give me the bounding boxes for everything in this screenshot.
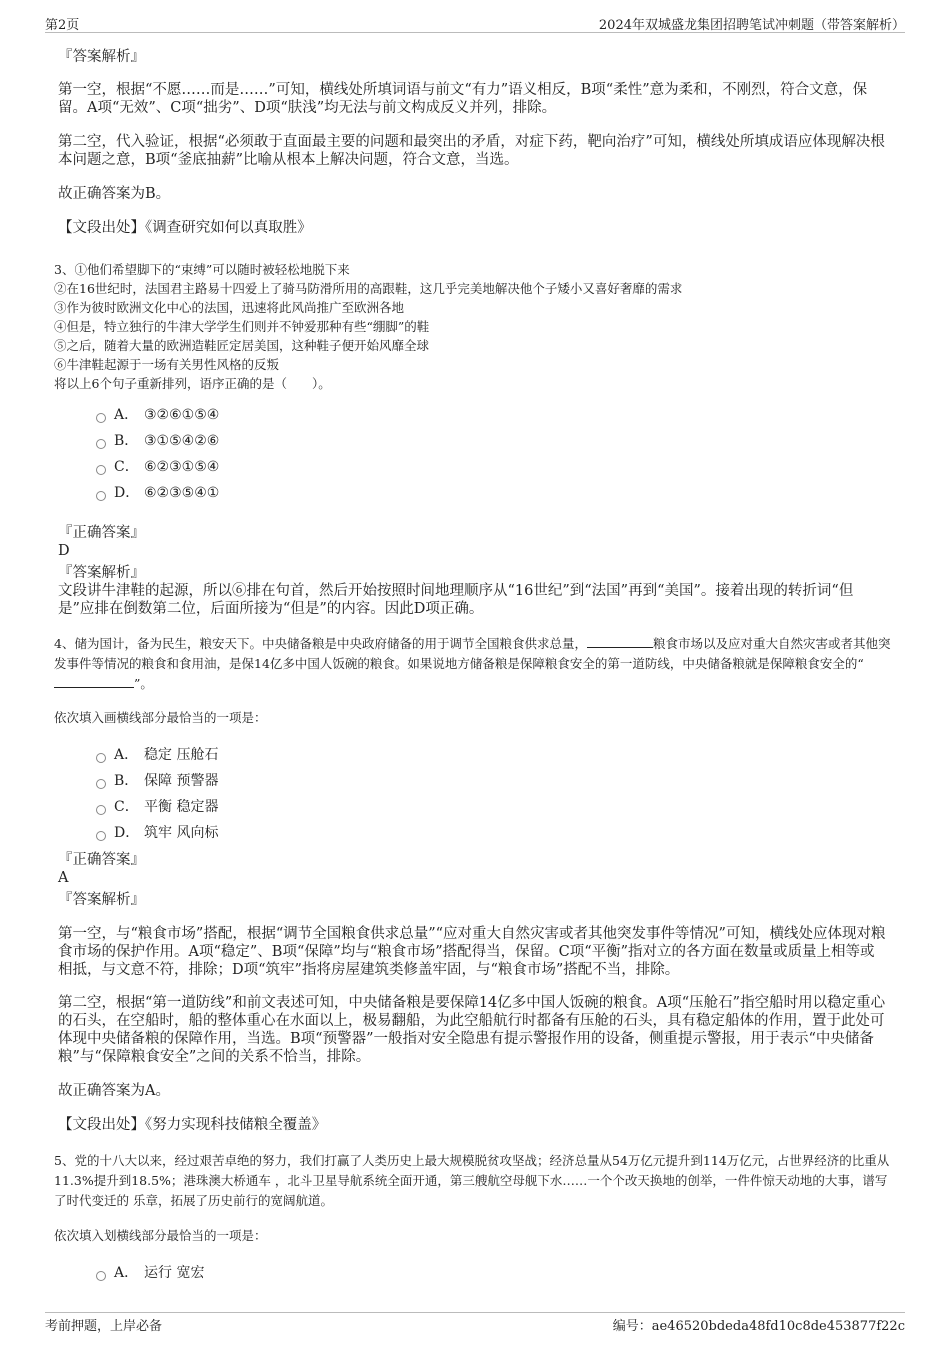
q2-analysis-para2: 第二空，代入验证，根据“必须敢于直面最主要的问题和最突出的矛盾，对症下药，靶向治疗”可知，横线处所填成语应体现解决根本问题之意，B项“釜底抽薪”比喻从根本上解决问题，符合文意，当选。 — [58, 134, 885, 168]
q3-line: 3、①他们希望脚下的“束缚”可以随时被轻松地脱下来 — [54, 262, 350, 277]
q4-option-d[interactable]: D． 筑牢 风向标 — [96, 822, 218, 842]
document-id: 编号：ae46520bdeda48fd10c8de453877f22c — [612, 1319, 905, 1334]
blank-line — [54, 675, 134, 688]
radio-button[interactable] — [96, 805, 106, 815]
q4-answer-label: 『正确答案』 — [58, 852, 145, 868]
radio-button[interactable] — [96, 439, 106, 449]
q2-analysis-label: 『答案解析』 — [58, 49, 145, 65]
q5-option-a[interactable]: A． 运行 宽宏 — [96, 1262, 204, 1282]
q3-option-d[interactable]: D． ⑥②③⑤④① — [96, 482, 219, 502]
q5-prompt: 依次填入划横线部分最恰当的一项是： — [54, 1228, 267, 1243]
q3-line: ②在16世纪时，法国君主路易十四爱上了骑马防滑所用的高跟鞋，这几乎完美地解决他个子矮小又喜好奢靡的需求 — [54, 281, 683, 296]
q4-analysis-para1: 第一空，与“粮食市场”搭配，根据“调节全国粮食供求总量”“应对重大自然灾害或者其他突发事件等情况”可知，横线处应体现对粮食市场的保护作用。A项“稳定”、B项“保障”均与“粮食市场”搭配得当，保留。C项“平衡”指对立的各方面在数量或质量上相等或相抵，与文意不符，排除；D项“筑牢”指将房屋建筑类修盖牢固，与“粮食市场”搭配不当，排除。 — [58, 926, 886, 978]
radio-button[interactable] — [96, 413, 106, 423]
q3-prompt: 将以上6个句子重新排列，语序正确的是（ ）。 — [54, 376, 331, 391]
q3-line: ③作为彼时欧洲文化中心的法国，迅速将此风尚推广至欧洲各地 — [54, 300, 405, 315]
radio-button[interactable] — [96, 753, 106, 763]
q4-option-c[interactable]: C． 平衡 稳定器 — [96, 796, 218, 816]
q2-conclusion: 故正确答案为B。 — [58, 186, 171, 202]
q3-option-b[interactable]: B． ③①⑤④②⑥ — [96, 430, 219, 450]
q3-analysis: 文段讲牛津鞋的起源，所以⑥排在句首，然后开始按照时间地理顺序从“16世纪”到“法国”再到“美国”。接着出现的转折词“但是”应排在倒数第二位，后面所接为“但是”的内容。因此D项正确。 — [58, 583, 854, 617]
blank-line — [587, 635, 653, 648]
q4-stem: 4、储为国计，备为民生，粮安天下。中央储备粮是中央政府储备的用于调节全国粮食供求总量， 粮食市场以及应对重大自然灾害或者其他突发事件等情况的粮食和食用油，是保14亿多中国人饭碗的粮食。如果说地方储备粮是保障粮食安全的第一道防线，中央储备粮就是保障粮食安全的“”。 — [54, 636, 891, 691]
q4-option-b[interactable]: B． 保障 预警器 — [96, 770, 218, 790]
q2-analysis-para1: 第一空，根据“不愿……而是……”可知，横线处所填词语与前文“有力”语义相反，B项“柔性”意为柔和，不刚烈，符合文意，保留。A项“无效”、C项“拙劣”、D项“肤浅”均无法与前文构成反义并列，排除。 — [58, 82, 868, 116]
q4-analysis-para2: 第二空，根据“第一道防线”和前文表述可知，中央储备粮是要保障14亿多中国人饭碗的粮食。A项“压舱石”指空船时用以稳定重心的石头，在空船时，船的整体重心在水面以上，极易翻船，为此空船航行时都备有压舱的石头，具有稳定船体的作用，置于此处可体现中央储备粮的保障作用，当选。B项“预警器”一般指对安全隐患有提示警报作用的设备，侧重提示警报，用于表示“中央储备粮”与“保障粮食安全”之间的关系不恰当，排除。 — [58, 995, 886, 1065]
q4-analysis-label: 『答案解析』 — [58, 892, 145, 908]
q5-stem: 5、党的十八大以来，经过艰苦卓绝的努力，我们打赢了人类历史上最大规模脱贫攻坚战；经济总量从54万亿元提升到114万亿元，占世界经济的比重从11.3%提升到18.5%；港珠澳大桥通车 ，北斗卫星导航系统全面开通，第三艘航空母舰下水……一个个改天换地的创举，一件件惊天动地的大事，谱写了时代变迁的 乐章，拓展了历史前行的宽阔航道。 — [54, 1153, 890, 1208]
q3-line: ④但是，特立独行的牛津大学学生们则并不钟爱那种有些“绷脚”的鞋 — [54, 319, 430, 334]
q4-answer: A — [58, 870, 69, 886]
radio-button[interactable] — [96, 779, 106, 789]
q4-source: 【文段出处】《努力实现科技储粮全覆盖》 — [58, 1117, 327, 1133]
q3-analysis-label: 『答案解析』 — [58, 565, 145, 581]
q3-answer-label: 『正确答案』 — [58, 525, 145, 541]
q4-prompt: 依次填入画横线部分最恰当的一项是： — [54, 710, 267, 725]
radio-button[interactable] — [96, 831, 106, 841]
document-title: 2024年双城盛龙集团招聘笔试冲刺题（带答案解析） — [598, 18, 905, 33]
q3-line: ⑥牛津鞋起源于一场有关男性风格的反叛 — [54, 357, 280, 372]
page-footer — [45, 1312, 905, 1343]
q3-stem — [54, 260, 682, 393]
radio-button[interactable] — [96, 491, 106, 501]
q2-source: 【文段出处】《调查研究如何以真取胜》 — [58, 220, 312, 236]
radio-button[interactable] — [96, 1271, 106, 1281]
q3-line: ⑤之后，随着大量的欧洲造鞋匠定居美国，这种鞋子便开始风靡全球 — [54, 338, 430, 353]
q3-answer: D — [58, 543, 70, 559]
page-header — [45, 10, 905, 33]
q4-option-a[interactable]: A． 稳定 压舱石 — [96, 744, 218, 764]
q3-option-c[interactable]: C． ⑥②③①⑤④ — [96, 456, 219, 476]
page-number: 第2页 — [45, 18, 80, 33]
q4-conclusion: 故正确答案为A。 — [58, 1083, 170, 1099]
q3-option-a[interactable]: A． ③②⑥①⑤④ — [96, 404, 219, 424]
radio-button[interactable] — [96, 465, 106, 475]
footer-slogan: 考前押题，上岸必备 — [45, 1319, 163, 1334]
